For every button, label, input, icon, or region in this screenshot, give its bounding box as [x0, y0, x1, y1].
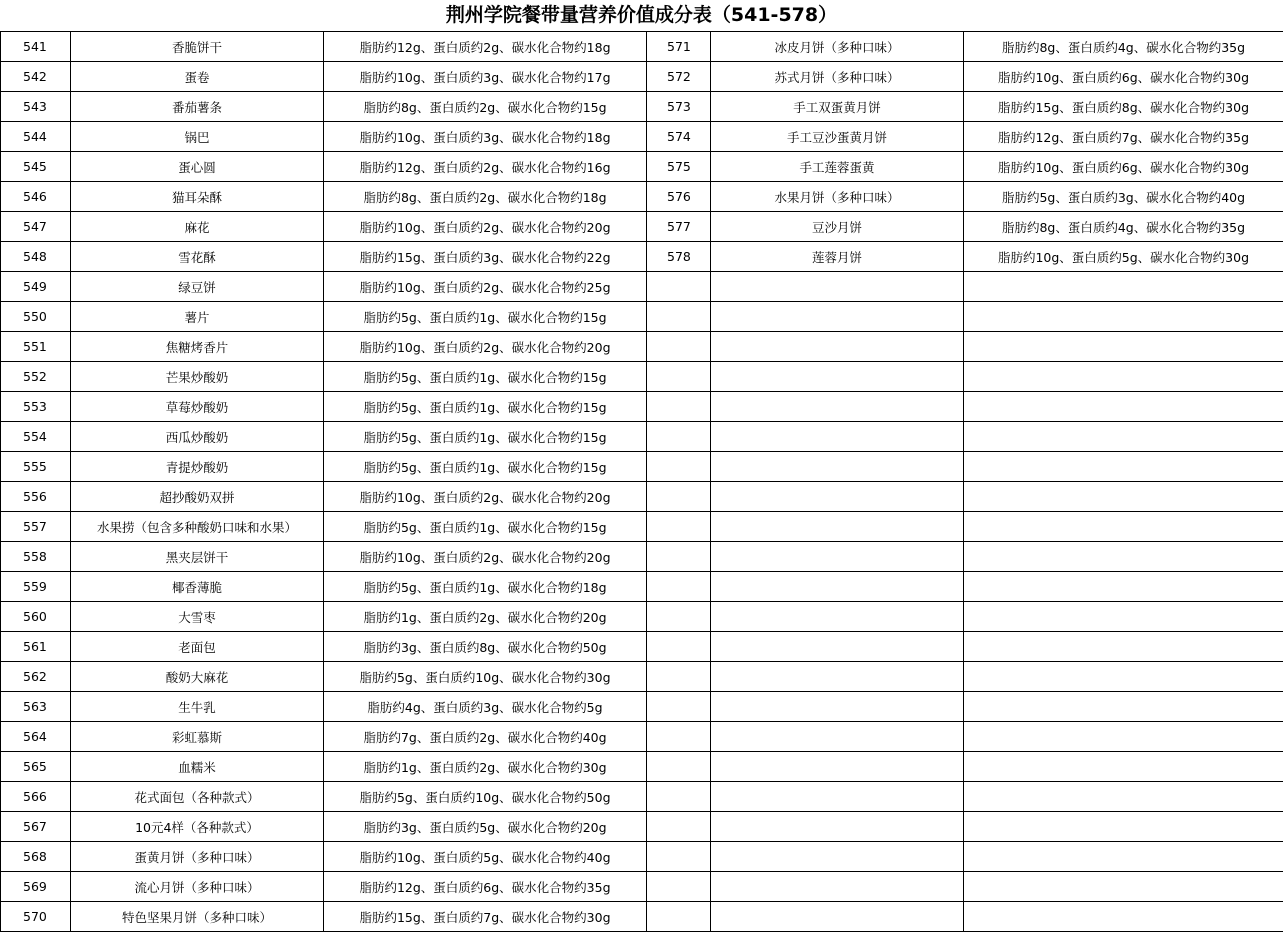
left-nutrition-cell: 脂肪约10g、蛋白质约2g、碳水化合物约20g	[324, 212, 647, 242]
left-number-cell: 541	[1, 32, 71, 62]
left-nutrition-cell: 脂肪约5g、蛋白质约1g、碳水化合物约15g	[324, 512, 647, 542]
left-item-name-cell: 麻花	[71, 212, 324, 242]
table-row	[1, 62, 1283, 92]
right-item-name-cell: 水果月饼（多种口味）	[711, 182, 964, 212]
left-nutrition-cell: 脂肪约1g、蛋白质约2g、碳水化合物约30g	[324, 752, 647, 782]
right-nutrition-cell	[964, 902, 1283, 932]
right-item-name-cell	[711, 332, 964, 362]
right-number-cell	[647, 302, 711, 332]
left-number-cell: 544	[1, 122, 71, 152]
left-number-cell: 568	[1, 842, 71, 872]
left-item-name-cell: 超抄酸奶双拼	[71, 482, 324, 512]
left-number-cell: 565	[1, 752, 71, 782]
left-item-name-cell: 雪花酥	[71, 242, 324, 272]
left-number-cell: 569	[1, 872, 71, 902]
right-number-cell: 572	[647, 62, 711, 92]
table-row	[1, 272, 1283, 302]
right-nutrition-cell	[964, 662, 1283, 692]
left-nutrition-cell: 脂肪约12g、蛋白质约2g、碳水化合物约16g	[324, 152, 647, 182]
left-number-cell: 560	[1, 602, 71, 632]
table-row	[1, 182, 1283, 212]
right-number-cell	[647, 452, 711, 482]
right-item-name-cell: 苏式月饼（多种口味）	[711, 62, 964, 92]
left-number-cell: 545	[1, 152, 71, 182]
left-item-name-cell: 彩虹慕斯	[71, 722, 324, 752]
right-nutrition-cell	[964, 602, 1283, 632]
right-item-name-cell	[711, 572, 964, 602]
right-item-name-cell: 手工豆沙蛋黄月饼	[711, 122, 964, 152]
right-nutrition-cell	[964, 332, 1283, 362]
left-number-cell: 543	[1, 92, 71, 122]
right-number-cell	[647, 392, 711, 422]
right-item-name-cell: 莲蓉月饼	[711, 242, 964, 272]
right-item-name-cell: 豆沙月饼	[711, 212, 964, 242]
right-number-cell	[647, 332, 711, 362]
right-number-cell	[647, 782, 711, 812]
left-item-name-cell: 蛋卷	[71, 62, 324, 92]
left-nutrition-cell: 脂肪约10g、蛋白质约3g、碳水化合物约17g	[324, 62, 647, 92]
left-number-cell: 552	[1, 362, 71, 392]
right-nutrition-cell: 脂肪约8g、蛋白质约4g、碳水化合物约35g	[964, 212, 1283, 242]
right-nutrition-cell	[964, 572, 1283, 602]
table-row	[1, 302, 1283, 332]
right-nutrition-cell	[964, 632, 1283, 662]
left-number-cell: 566	[1, 782, 71, 812]
left-item-name-cell: 芒果炒酸奶	[71, 362, 324, 392]
right-nutrition-cell	[964, 812, 1283, 842]
left-number-cell: 557	[1, 512, 71, 542]
left-nutrition-cell: 脂肪约5g、蛋白质约10g、碳水化合物约50g	[324, 782, 647, 812]
right-item-name-cell: 手工双蛋黄月饼	[711, 92, 964, 122]
left-nutrition-cell: 脂肪约4g、蛋白质约3g、碳水化合物约5g	[324, 692, 647, 722]
right-nutrition-cell	[964, 482, 1283, 512]
left-number-cell: 547	[1, 212, 71, 242]
left-nutrition-cell: 脂肪约10g、蛋白质约2g、碳水化合物约20g	[324, 332, 647, 362]
left-nutrition-cell: 脂肪约3g、蛋白质约8g、碳水化合物约50g	[324, 632, 647, 662]
right-item-name-cell	[711, 782, 964, 812]
right-nutrition-cell	[964, 422, 1283, 452]
right-number-cell	[647, 602, 711, 632]
right-nutrition-cell	[964, 722, 1283, 752]
left-number-cell: 561	[1, 632, 71, 662]
right-nutrition-cell	[964, 392, 1283, 422]
left-nutrition-cell: 脂肪约10g、蛋白质约2g、碳水化合物约20g	[324, 482, 647, 512]
left-item-name-cell: 血糯米	[71, 752, 324, 782]
sheet-title: 荆州学院餐带量营养价值成分表（541-578）	[0, 0, 1283, 31]
table-row	[1, 92, 1283, 122]
right-number-cell	[647, 542, 711, 572]
right-nutrition-cell	[964, 842, 1283, 872]
left-item-name-cell: 酸奶大麻花	[71, 662, 324, 692]
left-nutrition-cell: 脂肪约10g、蛋白质约2g、碳水化合物约25g	[324, 272, 647, 302]
left-item-name-cell: 老面包	[71, 632, 324, 662]
left-number-cell: 562	[1, 662, 71, 692]
nutrition-table	[0, 31, 1283, 932]
table-row	[1, 692, 1283, 722]
right-item-name-cell	[711, 542, 964, 572]
right-item-name-cell	[711, 722, 964, 752]
table-row	[1, 872, 1283, 902]
left-item-name-cell: 草莓炒酸奶	[71, 392, 324, 422]
left-nutrition-cell: 脂肪约8g、蛋白质约2g、碳水化合物约15g	[324, 92, 647, 122]
right-nutrition-cell	[964, 752, 1283, 782]
table-row	[1, 902, 1283, 932]
right-item-name-cell: 冰皮月饼（多种口味）	[711, 32, 964, 62]
table-row	[1, 242, 1283, 272]
right-item-name-cell	[711, 302, 964, 332]
right-nutrition-cell	[964, 452, 1283, 482]
table-body	[1, 32, 1283, 932]
right-number-cell: 573	[647, 92, 711, 122]
right-item-name-cell	[711, 662, 964, 692]
left-number-cell: 555	[1, 452, 71, 482]
right-nutrition-cell	[964, 362, 1283, 392]
left-item-name-cell: 水果捞（包含多种酸奶口味和水果）	[71, 512, 324, 542]
right-nutrition-cell	[964, 512, 1283, 542]
left-nutrition-cell: 脂肪约5g、蛋白质约1g、碳水化合物约18g	[324, 572, 647, 602]
table-row	[1, 542, 1283, 572]
table-row	[1, 122, 1283, 152]
table-row	[1, 512, 1283, 542]
left-nutrition-cell: 脂肪约5g、蛋白质约1g、碳水化合物约15g	[324, 452, 647, 482]
left-nutrition-cell: 脂肪约1g、蛋白质约2g、碳水化合物约20g	[324, 602, 647, 632]
left-item-name-cell: 绿豆饼	[71, 272, 324, 302]
left-nutrition-cell: 脂肪约10g、蛋白质约3g、碳水化合物约18g	[324, 122, 647, 152]
left-item-name-cell: 蛋黄月饼（多种口味）	[71, 842, 324, 872]
right-number-cell: 577	[647, 212, 711, 242]
right-nutrition-cell: 脂肪约12g、蛋白质约7g、碳水化合物约35g	[964, 122, 1283, 152]
right-item-name-cell	[711, 692, 964, 722]
right-item-name-cell	[711, 812, 964, 842]
left-number-cell: 548	[1, 242, 71, 272]
left-nutrition-cell: 脂肪约7g、蛋白质约2g、碳水化合物约40g	[324, 722, 647, 752]
left-number-cell: 564	[1, 722, 71, 752]
left-nutrition-cell: 脂肪约10g、蛋白质约5g、碳水化合物约40g	[324, 842, 647, 872]
left-item-name-cell: 西瓜炒酸奶	[71, 422, 324, 452]
left-nutrition-cell: 脂肪约5g、蛋白质约1g、碳水化合物约15g	[324, 362, 647, 392]
right-number-cell: 571	[647, 32, 711, 62]
table-row	[1, 422, 1283, 452]
table-row	[1, 392, 1283, 422]
left-nutrition-cell: 脂肪约5g、蛋白质约1g、碳水化合物约15g	[324, 422, 647, 452]
left-number-cell: 554	[1, 422, 71, 452]
left-nutrition-cell: 脂肪约15g、蛋白质约7g、碳水化合物约30g	[324, 902, 647, 932]
right-item-name-cell	[711, 362, 964, 392]
right-number-cell	[647, 272, 711, 302]
table-row	[1, 842, 1283, 872]
right-item-name-cell	[711, 452, 964, 482]
right-number-cell	[647, 422, 711, 452]
left-item-name-cell: 焦糖烤香片	[71, 332, 324, 362]
left-number-cell: 546	[1, 182, 71, 212]
right-number-cell: 576	[647, 182, 711, 212]
right-item-name-cell	[711, 272, 964, 302]
left-number-cell: 563	[1, 692, 71, 722]
left-number-cell: 559	[1, 572, 71, 602]
table-row	[1, 602, 1283, 632]
table-row	[1, 362, 1283, 392]
left-nutrition-cell: 脂肪约8g、蛋白质约2g、碳水化合物约18g	[324, 182, 647, 212]
left-item-name-cell: 猫耳朵酥	[71, 182, 324, 212]
right-number-cell	[647, 902, 711, 932]
right-number-cell	[647, 842, 711, 872]
right-item-name-cell	[711, 632, 964, 662]
left-number-cell: 551	[1, 332, 71, 362]
right-number-cell	[647, 482, 711, 512]
right-item-name-cell	[711, 512, 964, 542]
right-number-cell: 578	[647, 242, 711, 272]
left-nutrition-cell: 脂肪约5g、蛋白质约1g、碳水化合物约15g	[324, 302, 647, 332]
table-row	[1, 332, 1283, 362]
right-item-name-cell	[711, 752, 964, 782]
left-item-name-cell: 10元4样（各种款式）	[71, 812, 324, 842]
right-item-name-cell	[711, 602, 964, 632]
right-number-cell	[647, 752, 711, 782]
right-nutrition-cell	[964, 272, 1283, 302]
right-item-name-cell	[711, 392, 964, 422]
right-number-cell	[647, 872, 711, 902]
right-nutrition-cell: 脂肪约10g、蛋白质约6g、碳水化合物约30g	[964, 62, 1283, 92]
left-item-name-cell: 番茄薯条	[71, 92, 324, 122]
right-item-name-cell	[711, 872, 964, 902]
left-item-name-cell: 薯片	[71, 302, 324, 332]
left-number-cell: 542	[1, 62, 71, 92]
right-item-name-cell	[711, 842, 964, 872]
left-number-cell: 553	[1, 392, 71, 422]
table-row	[1, 572, 1283, 602]
table-row	[1, 662, 1283, 692]
left-item-name-cell: 锅巴	[71, 122, 324, 152]
right-item-name-cell	[711, 902, 964, 932]
left-item-name-cell: 花式面包（各种款式）	[71, 782, 324, 812]
right-number-cell	[647, 812, 711, 842]
right-nutrition-cell	[964, 782, 1283, 812]
right-nutrition-cell: 脂肪约15g、蛋白质约8g、碳水化合物约30g	[964, 92, 1283, 122]
right-nutrition-cell: 脂肪约10g、蛋白质约5g、碳水化合物约30g	[964, 242, 1283, 272]
left-number-cell: 549	[1, 272, 71, 302]
left-item-name-cell: 椰香薄脆	[71, 572, 324, 602]
table-row	[1, 752, 1283, 782]
right-nutrition-cell	[964, 692, 1283, 722]
right-number-cell	[647, 722, 711, 752]
left-item-name-cell: 黑夹层饼干	[71, 542, 324, 572]
table-row	[1, 482, 1283, 512]
right-nutrition-cell: 脂肪约8g、蛋白质约4g、碳水化合物约35g	[964, 32, 1283, 62]
left-number-cell: 567	[1, 812, 71, 842]
left-number-cell: 570	[1, 902, 71, 932]
left-nutrition-cell: 脂肪约10g、蛋白质约2g、碳水化合物约20g	[324, 542, 647, 572]
table-row	[1, 452, 1283, 482]
left-item-name-cell: 香脆饼干	[71, 32, 324, 62]
right-number-cell: 575	[647, 152, 711, 182]
left-number-cell: 558	[1, 542, 71, 572]
left-number-cell: 556	[1, 482, 71, 512]
left-item-name-cell: 流心月饼（多种口味）	[71, 872, 324, 902]
left-nutrition-cell: 脂肪约15g、蛋白质约3g、碳水化合物约22g	[324, 242, 647, 272]
right-nutrition-cell	[964, 302, 1283, 332]
right-item-name-cell	[711, 422, 964, 452]
right-nutrition-cell: 脂肪约5g、蛋白质约3g、碳水化合物约40g	[964, 182, 1283, 212]
left-nutrition-cell: 脂肪约12g、蛋白质约2g、碳水化合物约18g	[324, 32, 647, 62]
table-row	[1, 812, 1283, 842]
table-row	[1, 32, 1283, 62]
right-nutrition-cell: 脂肪约10g、蛋白质约6g、碳水化合物约30g	[964, 152, 1283, 182]
right-number-cell	[647, 692, 711, 722]
right-nutrition-cell	[964, 542, 1283, 572]
left-number-cell: 550	[1, 302, 71, 332]
left-nutrition-cell: 脂肪约5g、蛋白质约10g、碳水化合物约30g	[324, 662, 647, 692]
right-item-name-cell	[711, 482, 964, 512]
left-item-name-cell: 大雪枣	[71, 602, 324, 632]
right-item-name-cell: 手工莲蓉蛋黄	[711, 152, 964, 182]
right-number-cell	[647, 662, 711, 692]
left-item-name-cell: 特色坚果月饼（多种口味）	[71, 902, 324, 932]
left-item-name-cell: 生牛乳	[71, 692, 324, 722]
table-row	[1, 632, 1283, 662]
table-row	[1, 782, 1283, 812]
left-nutrition-cell: 脂肪约12g、蛋白质约6g、碳水化合物约35g	[324, 872, 647, 902]
table-row	[1, 152, 1283, 182]
right-number-cell	[647, 632, 711, 662]
left-nutrition-cell: 脂肪约5g、蛋白质约1g、碳水化合物约15g	[324, 392, 647, 422]
left-item-name-cell: 青提炒酸奶	[71, 452, 324, 482]
right-number-cell	[647, 512, 711, 542]
right-nutrition-cell	[964, 872, 1283, 902]
right-number-cell	[647, 572, 711, 602]
right-number-cell: 574	[647, 122, 711, 152]
right-number-cell	[647, 362, 711, 392]
table-row	[1, 722, 1283, 752]
left-item-name-cell: 蛋心圆	[71, 152, 324, 182]
table-row	[1, 212, 1283, 242]
left-nutrition-cell: 脂肪约3g、蛋白质约5g、碳水化合物约20g	[324, 812, 647, 842]
